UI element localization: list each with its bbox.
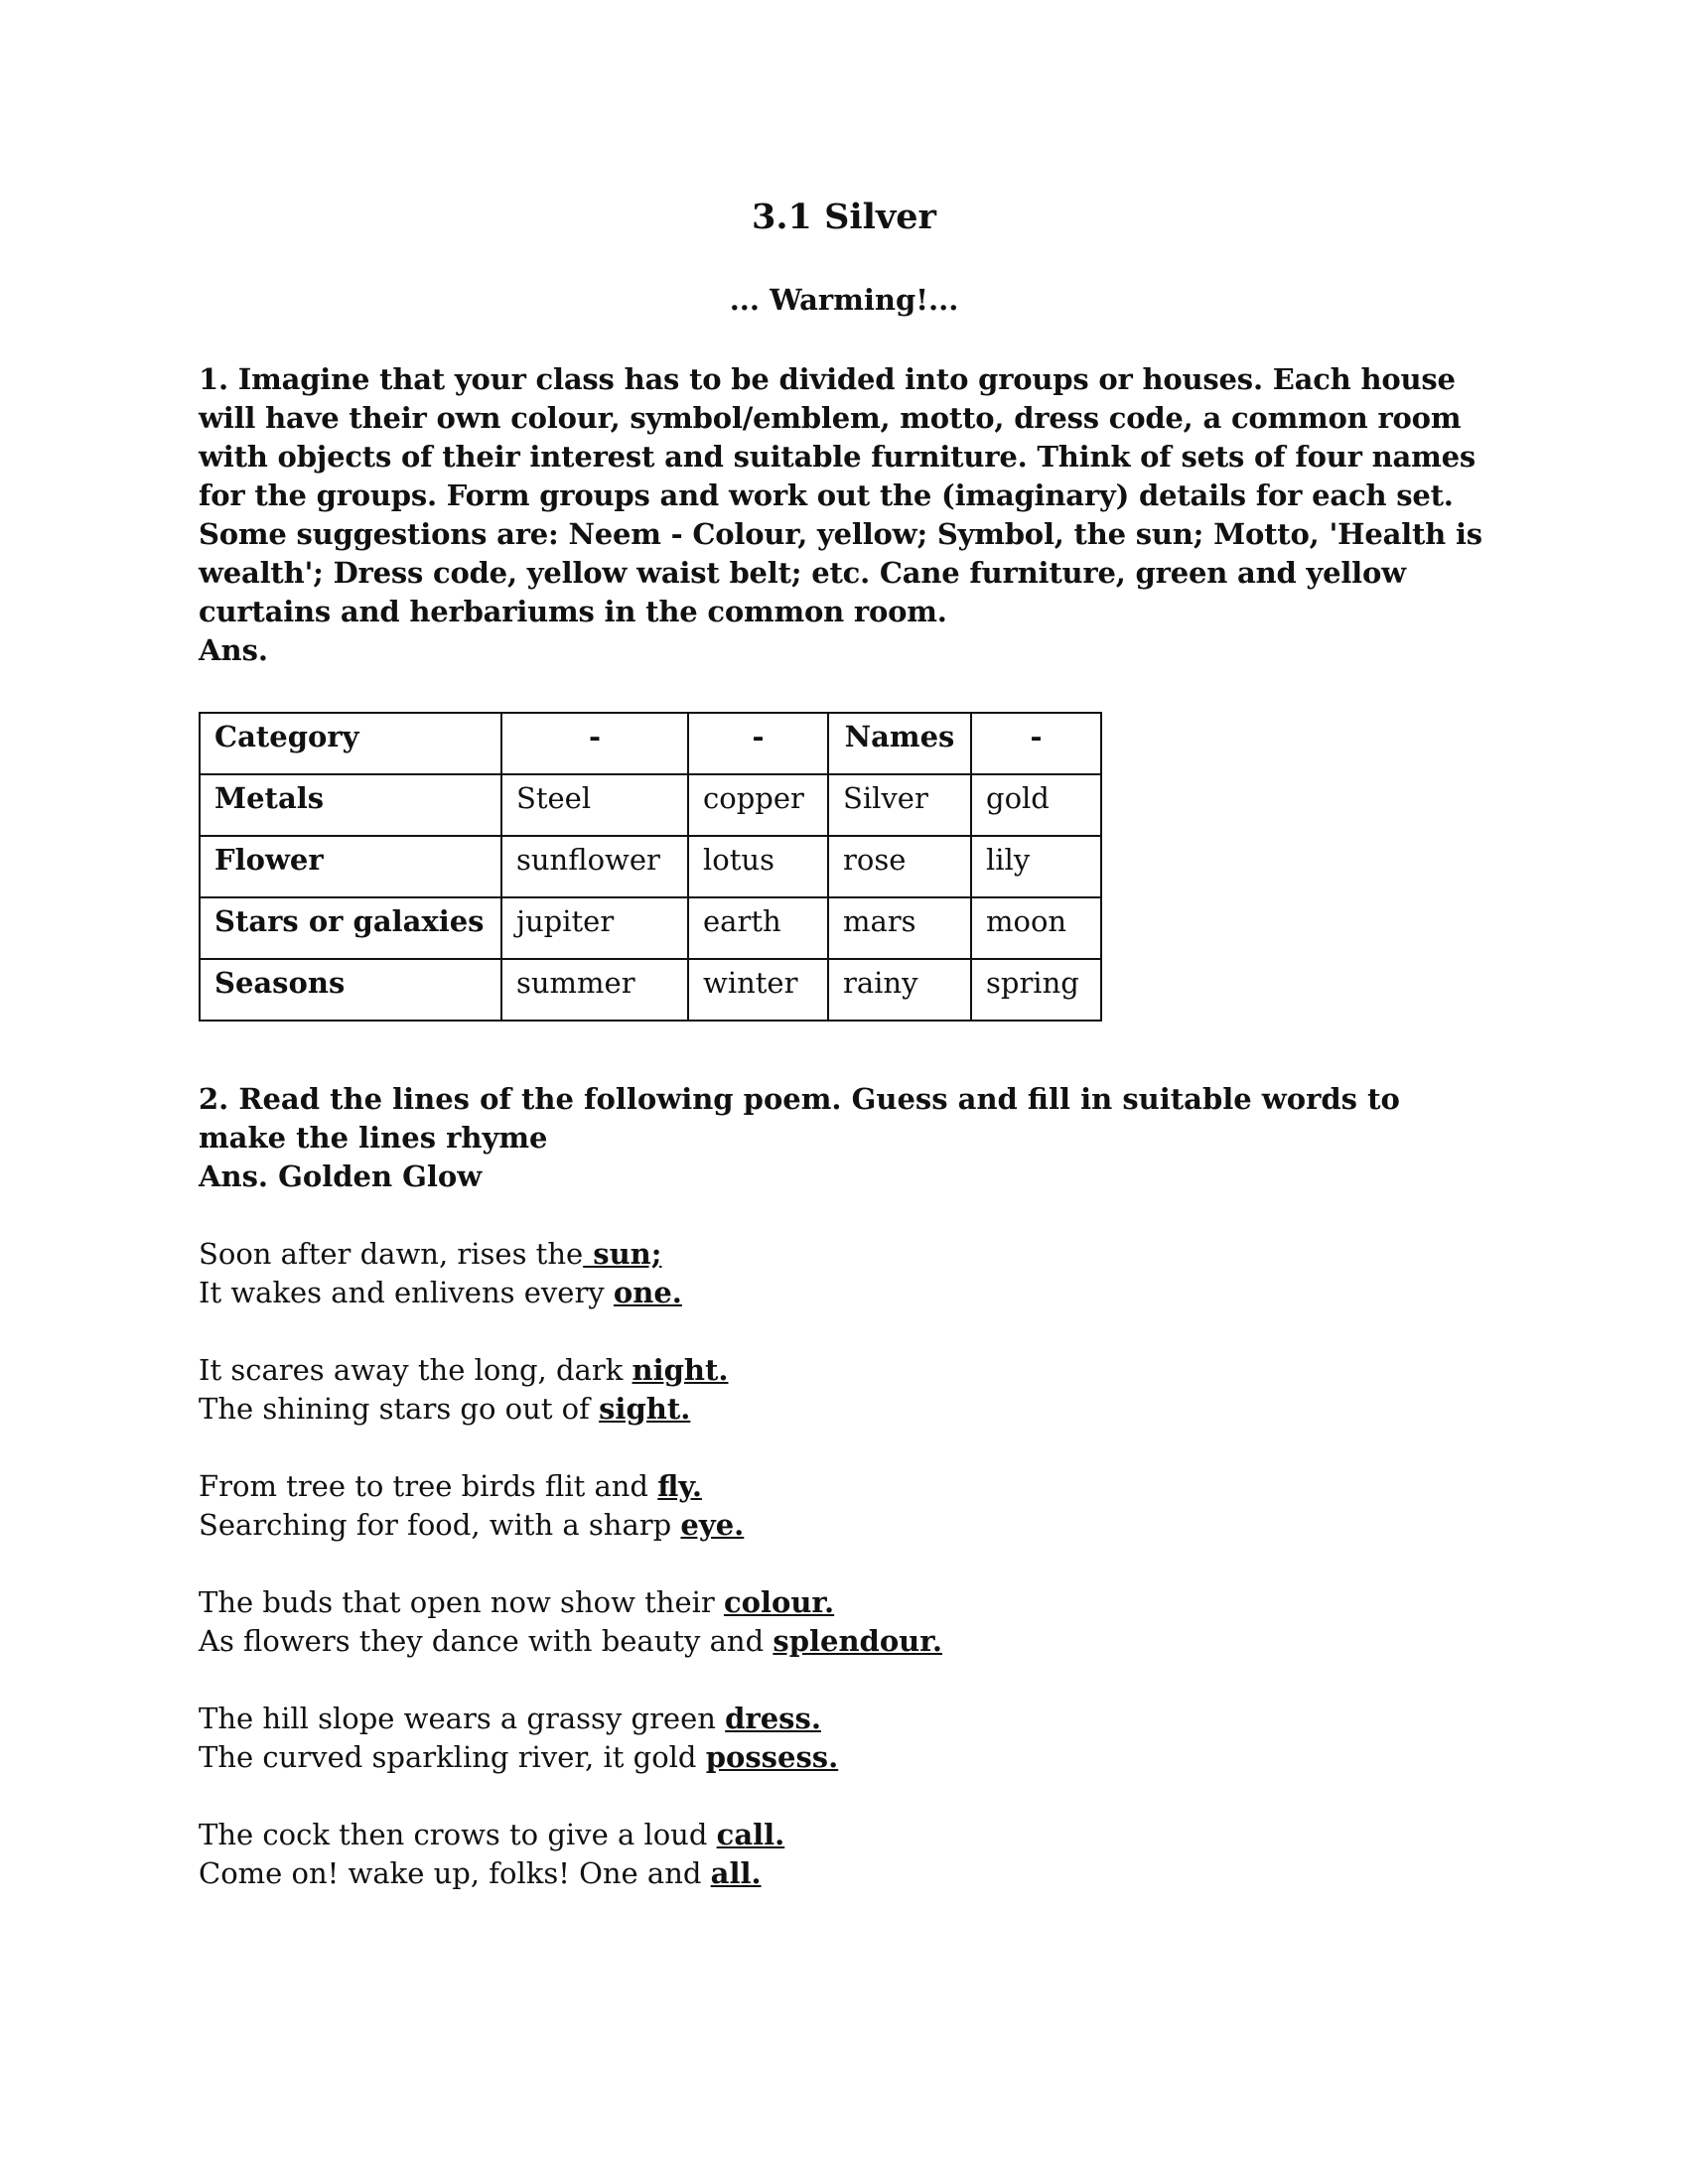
table-cell: rose — [828, 836, 971, 897]
table-category-cell: Flower — [200, 836, 501, 897]
table-cell: rainy — [828, 959, 971, 1021]
answer-1-label: Ans. — [199, 633, 269, 667]
poem-stanza — [199, 1816, 1489, 1893]
poem-line-text: The hill slope wears a grassy green — [199, 1702, 726, 1735]
poem-line-text: The buds that open now show their — [199, 1585, 724, 1619]
table-cell: summer — [501, 959, 688, 1021]
rhyme-answer: call. — [716, 1818, 785, 1851]
poem-stanza — [199, 1700, 1489, 1777]
table-header-cell: Category — [200, 713, 501, 774]
table-cell: lotus — [688, 836, 828, 897]
table-cell: sunflower — [501, 836, 688, 897]
answer-2-label: Ans. Golden Glow — [199, 1160, 483, 1193]
table-header-cell: - — [971, 713, 1101, 774]
poem-line-text: Come on! wake up, folks! One and — [199, 1856, 711, 1890]
poem-line-text: It wakes and enlivens every — [199, 1276, 614, 1309]
rhyme-answer: eye. — [680, 1508, 745, 1542]
poem — [199, 1235, 1489, 1932]
question-1: 1. Imagine that your class has to be divided into groups or houses. Each house will have their own colour, symbol/emblem, motto, dress code, a common room with objects of their interest and suitable furniture. Think of sets of four names for the groups. Form groups and work out the (imaginary) details for each set. Some suggestions are: Neem - Colour, yellow; Symbol, the sun; Motto, 'Health is wealth'; Dress code, yellow waist belt; etc. Cane furniture, green and yellow curtains and herbariums in the common room. — [199, 362, 1482, 628]
table-cell: earth — [688, 897, 828, 959]
table-cell: copper — [688, 774, 828, 836]
poem-line-text: From tree to tree birds flit and — [199, 1469, 658, 1503]
rhyme-answer: all. — [710, 1856, 762, 1890]
table-row — [200, 836, 1101, 897]
table-cell: gold — [971, 774, 1101, 836]
poem-line — [199, 1622, 1489, 1661]
rhyme-answer: sun; — [583, 1237, 662, 1271]
poem-line-text: It scares away the long, dark — [199, 1353, 633, 1387]
table-cell: moon — [971, 897, 1101, 959]
rhyme-answer: sight. — [599, 1392, 691, 1426]
rhyme-answer: one. — [613, 1276, 682, 1309]
poem-line — [199, 1816, 1489, 1854]
question-2-text: 2. Read the lines of the following poem. Guess and fill in suitable words to make the lines rhyme — [199, 1082, 1400, 1155]
table-row — [200, 774, 1101, 836]
table-cell: Silver — [828, 774, 971, 836]
rhyme-answer: possess. — [705, 1740, 839, 1774]
poem-line — [199, 1854, 1489, 1893]
table-header-row — [200, 713, 1101, 774]
poem-line — [199, 1738, 1489, 1777]
poem-line — [199, 1390, 1489, 1429]
table-header-cell: - — [688, 713, 828, 774]
table-row — [200, 959, 1101, 1021]
page-title: 3.1 Silver — [752, 197, 936, 237]
poem-stanza — [199, 1351, 1489, 1429]
table-header-cell: - — [501, 713, 688, 774]
poem-line-text: Soon after dawn, rises the — [199, 1237, 584, 1271]
section-subtitle: ... Warming!... — [729, 283, 959, 317]
rhyme-answer: night. — [632, 1353, 729, 1387]
table-cell: mars — [828, 897, 971, 959]
table-cell: jupiter — [501, 897, 688, 959]
question-2 — [199, 1080, 1489, 1196]
poem-stanza — [199, 1235, 1489, 1312]
poem-line-text: The cock then crows to give a loud — [199, 1818, 717, 1851]
table-header-cell: Names — [828, 713, 971, 774]
poem-line — [199, 1700, 1489, 1738]
poem-line-text: The curved sparkling river, it gold — [199, 1740, 706, 1774]
poem-line — [199, 1274, 1489, 1312]
poem-stanza — [199, 1583, 1489, 1661]
table-cell: Steel — [501, 774, 688, 836]
poem-line — [199, 1506, 1489, 1545]
table-cell: spring — [971, 959, 1101, 1021]
poem-line-text: The shining stars go out of — [199, 1392, 600, 1426]
poem-line-text: As flowers they dance with beauty and — [199, 1624, 774, 1658]
table-category-cell: Stars or galaxies — [200, 897, 501, 959]
rhyme-answer: colour. — [723, 1585, 835, 1619]
poem-stanza — [199, 1467, 1489, 1545]
poem-line — [199, 1235, 1489, 1274]
table-category-cell: Seasons — [200, 959, 501, 1021]
poem-line-text: Searching for food, with a sharp — [199, 1508, 681, 1542]
table-row — [200, 897, 1101, 959]
poem-line — [199, 1583, 1489, 1622]
house-names-table — [199, 712, 1102, 1022]
rhyme-answer: splendour. — [773, 1624, 942, 1658]
table-category-cell: Metals — [200, 774, 501, 836]
poem-line — [199, 1467, 1489, 1506]
poem-line — [199, 1351, 1489, 1390]
rhyme-answer: dress. — [725, 1702, 821, 1735]
table-cell: lily — [971, 836, 1101, 897]
rhyme-answer: fly. — [657, 1469, 702, 1503]
table-cell: winter — [688, 959, 828, 1021]
